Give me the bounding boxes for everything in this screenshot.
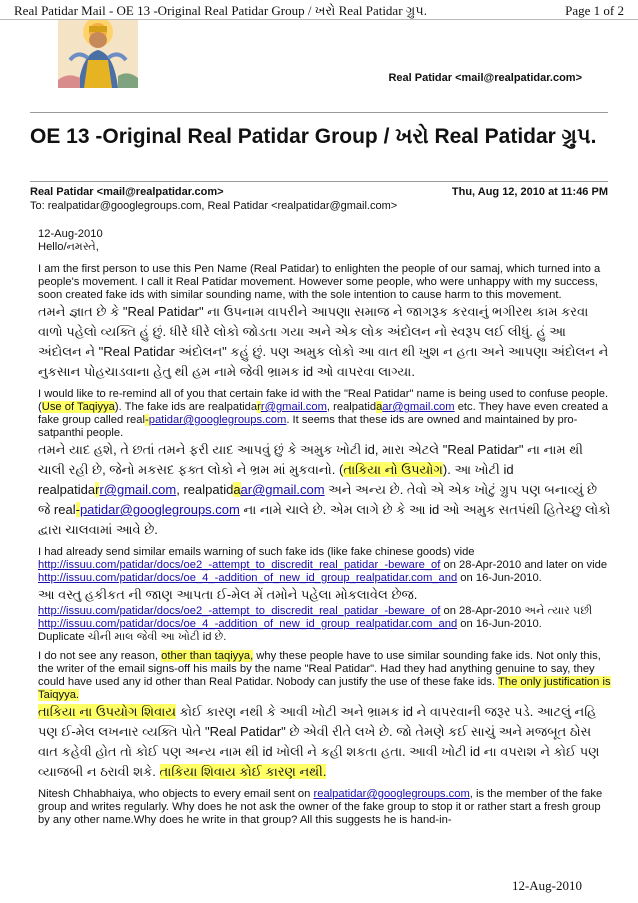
issuu-link-oe4[interactable]: http://issuu.com/patidar/docs/oe_4_-addition_of_new_id_group_realpatidar.com_and — [38, 572, 458, 584]
highlight-taqiyya: Use of Taqiyya — [41, 401, 115, 413]
divider-subject — [30, 181, 608, 182]
paragraph-3: I had already send similar emails warning of such fake ids (like fake chinese goods) vide http://issuu.com/patidar/docs/oe2_-attempt_to_discredit_real_patidar_-beware_of on 28-Apr-2010 and later on vide http://issuu.com/patidar/docs/oe_4_-addition_of_new_id_group_realpatidar.com_and on 16-Jun-2010. — [38, 546, 608, 584]
print-header-title: Real Patidar Mail - OE 13 -Original Real Patidar Group / ખરો Real Patidar ગ્રુપ. — [14, 3, 427, 18]
issuu-link-oe2-gu[interactable]: http://issuu.com/patidar/docs/oe2_-attempt_to_discredit_real_patidar_-beware_of — [38, 605, 441, 617]
paragraph-3-gujarati: આ વસ્તુ હકીકત ની જાણ આપતા ઈ-મેલ મેં તમોને પહેલા મોકલાવેલ છેજ. http://issuu.com/patidar/docs/oe2_-attempt_to_discredit_real_patidar_-beware_of on 28-Apr-2010 અને ત્યાર પછી http://issuu.com/patidar/docs/oe_4_-addition_of_new_id_group_realpatidar.com_and on 16-Jun-2010. Duplicate ચીની માલ જેવી આ ખોટી id છે. — [38, 587, 593, 643]
body-date: 12-Aug-2010 — [38, 228, 103, 240]
message-date: Thu, Aug 12, 2010 at 11:46 PM — [451, 186, 608, 198]
print-footer-date: 12-Aug-2010 — [511, 878, 582, 893]
message-to: To: realpatidar@googlegroups.com, Real Patidar <realpatidar@gmail.com> — [30, 200, 398, 212]
paragraph-4: I do not see any reason, other than taqiyya, why these people have to use similar sounding fake ids. Not only this, the writer of the email signs-off his mails by the name "Real Patidar". Had they had anything genuine to say, they could have used any id other than Real Patidar. Nobody can justify the use of these fake ids. The only justification is Taiqyya. — [38, 650, 611, 701]
group-email-link[interactable]: realpatidar@googlegroups.com — [313, 788, 470, 800]
paragraph-1: I am the first person to use this Pen Name (Real Patidar) to enlighten the people of our samaj, which turned into a people's movement. I call it Real Patidar movement. However some people, who were unhappy with my success, soon created fake ids with similar sounding name, with the sole intention to cause harm to this movement. — [38, 263, 601, 301]
email-subject: OE 13 -Original Real Patidar Group / ખરો Real Patidar ગ્રુપ. — [30, 125, 597, 148]
sender-banner: Real Patidar <mail@realpatidar.com> — [388, 72, 582, 84]
fake-id-link-gu-1[interactable]: r@gmail.com — [99, 482, 177, 497]
fake-id-link-gu-2[interactable]: ar@gmail.com — [240, 482, 325, 497]
issuu-link-oe4-gu[interactable]: http://issuu.com/patidar/docs/oe_4_-addition_of_new_id_group_realpatidar.com_and — [38, 618, 458, 630]
divider-top — [30, 112, 608, 113]
body-greeting: Hello/નમસ્તે, — [38, 241, 99, 253]
issuu-link-oe2[interactable]: http://issuu.com/patidar/docs/oe2_-attempt_to_discredit_real_patidar_-beware_of — [38, 559, 441, 571]
paragraph-4-gujarati: તાકિયા ના ઉપયોગ શિવાય કોઈ કારણ નથી કે આવી ખોટી અને ભ્રામક id ને વાપરવાની જરૂર પડે. આટલું નહિ પણ ઈ-મેલ લખનાર વ્યક્તિ પોતે "Real Patidar" છે એવી રીતે લખે છે. જો તેમણે કઈ સાચું અને મજબૂત ઠોસ વાત કહેવી હોત તો કોઈ પણ અન્ય નામ થી id ખોલી ને કહી શકતા હતા. આવી ખોટી id ના વપરાશ ને કોઈ પણ વ્યાજબી ન ઠરાવી શકે. તાકિયા શિવાય કોઈ કારણ નથી. — [38, 704, 600, 779]
fake-group-link[interactable]: patidar@googlegroups.com — [148, 414, 287, 426]
page-number: Page 1 of 2 — [565, 3, 624, 18]
fake-group-link-gu[interactable]: patidar@googlegroups.com — [79, 502, 240, 517]
deity-logo-image — [58, 20, 138, 88]
paragraph-2: I would like to re-remind all of you that certain fake id with the "Real Patidar" name is being used to confuse people. (Use of Taqiyya). The fake ids are realpatidarr@gmail.com, realpatidaar@gmail.com etc. They have even created a fake group called real-patidar@googlegroups.com. It seems that these ids are owned and maintained by pro-satpanthi people. — [38, 388, 609, 439]
paragraph-2-gujarati: તમને યાદ હશે, તે છતાં તમને ફરી યાદ આપવું છું કે અમુક ખોટી id, મારા એટલે "Real Patidar" ના નામ થી ચાલી રહી છે, જેનો મકસદ ફક્ત લોકો ને ભ્રમ માં મુકવાનો. (તાકિયા નો ઉપયોગ). આ ખોટી id realpatidarr@gmail.com, realpatidaar@gmail.com અને અન્ય છે. તેવો એ એક ખોટું ગ્રુપ પણ બનાવ્યું છે જે real-patidar@googlegroups.com ના નામે ચાલે છે. એમ લાગે છે કે આ id ઓ અમુક સતપંથી હિતેચ્છુ લોકો દ્વારા ચાલવામાં આવે છે. — [38, 442, 611, 537]
print-header — [0, 0, 638, 20]
fake-id-link-1[interactable]: r@gmail.com — [260, 401, 327, 413]
paragraph-5: Nitesh Chhabhaiya, who objects to every email sent on realpatidar@googlegroups.com, is the member of the fake group and writes regularly. Why does he not ask the owner of the fake group to stop it or rather start a fresh group by any other name.Why does he write in that group? All this suggests he is hand-in- — [38, 788, 603, 826]
paragraph-1-gujarati: તમને જ્ઞાત છે કે "Real Patidar" ના ઉપનામ વાપરીને આપણા સમાજ ને જાગરૂક કરવાનું ભગીરથ કામ કરવા વાળો પહેલો વ્યક્તિ હું છું. ધીરે ધીરે લોકો જોડતા ગયા અને એક લોક અંદોલન નો સ્વરૂપ લઈ લીધું. હું આ અંદોલન ને "Real Patidar અંદોલન" કહું છું. પણ અમુક લોકો આ વાત થી ખુશ ન હતા અને આપણા અંદોલન ને નુકસાન પોહચાડવાના હેતુ થી હમ નામે જેવી ભ્રામક id ઓ વાપરવા લાગ્યા. — [38, 304, 609, 379]
fake-id-link-2[interactable]: ar@gmail.com — [382, 401, 455, 413]
message-body — [38, 228, 612, 833]
message-from: Real Patidar <mail@realpatidar.com> — [30, 186, 224, 198]
